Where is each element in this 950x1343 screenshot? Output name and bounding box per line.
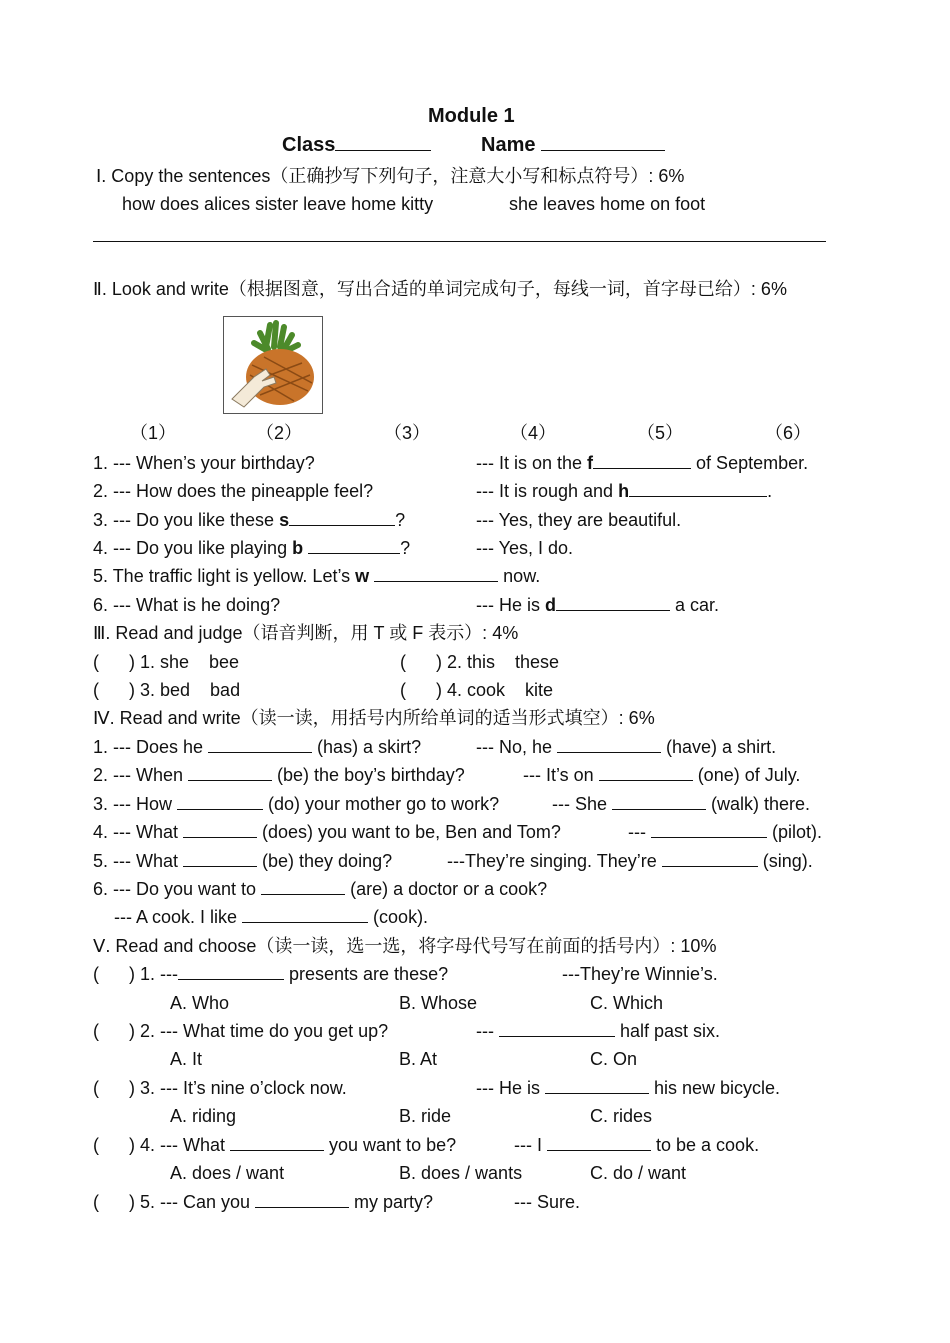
rw-q5-answer-suffix: (sing). bbox=[757, 851, 813, 871]
lw-q6-initial: d bbox=[545, 595, 556, 615]
picture-label-1: （1） bbox=[130, 423, 177, 443]
rw-q4-blank[interactable] bbox=[183, 821, 257, 838]
lw-q1-prefix: --- It is on the bbox=[476, 453, 588, 473]
lw-q6-answer bbox=[476, 594, 719, 616]
rw-q2-answer-blank[interactable] bbox=[599, 764, 693, 781]
mc-q4-blank[interactable] bbox=[230, 1134, 324, 1151]
mc-q1-prefix: ( ) 1. --- bbox=[93, 964, 178, 984]
mc-q5-suffix: my party? bbox=[349, 1192, 434, 1212]
rw-q6-answer bbox=[114, 906, 428, 928]
lw-q4-answer: --- Yes, I do. bbox=[476, 538, 574, 558]
rw-q2-answer bbox=[523, 764, 800, 786]
lw-q4-question bbox=[93, 537, 410, 559]
mc-q3-answer bbox=[476, 1077, 780, 1099]
lw-q3-question bbox=[93, 509, 405, 531]
judge-item-4[interactable]: ( ) 4. cook kite bbox=[400, 680, 554, 700]
lw-q3-prefix: 3. --- Do you like these bbox=[93, 510, 280, 530]
mc-q5-answer: --- Sure. bbox=[514, 1192, 581, 1212]
mc-q3-option-c[interactable]: C. rides bbox=[590, 1106, 653, 1126]
lw-q2-answer bbox=[476, 480, 772, 502]
lw-q3-suffix: ? bbox=[395, 510, 406, 530]
mc-q3-prefix: --- He is bbox=[476, 1078, 545, 1098]
lw-q5-initial: w bbox=[355, 566, 370, 586]
mc-q1-blank[interactable] bbox=[178, 963, 284, 980]
mc-q3-question: ( ) 3. --- It’s nine o’clock now. bbox=[93, 1078, 347, 1098]
mc-q2-option-b[interactable]: B. At bbox=[399, 1049, 438, 1069]
lw-q5-prefix: 5. The traffic light is yellow. Let’s bbox=[93, 566, 356, 586]
lw-q2-prefix: --- It is rough and bbox=[476, 481, 619, 501]
rw-q1-suffix: (has) a skirt? bbox=[312, 737, 422, 757]
lw-q2-question: 2. --- How does the pineapple feel? bbox=[93, 481, 374, 501]
rw-q5-answer bbox=[447, 850, 813, 872]
rw-q3-answer-suffix: (walk) there. bbox=[706, 794, 811, 814]
mc-q1-option-c[interactable]: C. Which bbox=[590, 993, 664, 1013]
mc-q2-blank[interactable] bbox=[499, 1020, 615, 1037]
rw-q4-answer-prefix: --- bbox=[628, 822, 651, 842]
mc-q4-option-a[interactable]: A. does / want bbox=[170, 1163, 285, 1183]
mc-q4-option-b[interactable]: B. does / wants bbox=[399, 1163, 523, 1183]
lw-q6-prefix: --- He is bbox=[476, 595, 545, 615]
section-4-heading: Ⅳ. Read and write（读一读，用括号内所给单词的适当形式填空）: 6% bbox=[93, 708, 655, 728]
class-field bbox=[282, 134, 431, 156]
lw-q3-blank[interactable] bbox=[289, 509, 395, 526]
rw-q5-blank[interactable] bbox=[183, 850, 257, 867]
rw-q4-answer-suffix: (pilot). bbox=[766, 822, 822, 842]
mc-q5-blank[interactable] bbox=[255, 1191, 349, 1208]
lw-q2-suffix: . bbox=[767, 481, 773, 501]
rw-q2-prefix: 2. --- When bbox=[93, 765, 189, 785]
mc-q3-blank[interactable] bbox=[545, 1077, 649, 1094]
judge-item-1[interactable]: ( ) 1. she bee bbox=[93, 652, 240, 672]
rw-q1-answer-prefix: --- No, he bbox=[476, 737, 558, 757]
rw-q6-question bbox=[93, 878, 547, 900]
rw-q5-suffix: (be) they doing? bbox=[257, 851, 393, 871]
rw-q6-answer-blank[interactable] bbox=[242, 906, 368, 923]
mc-q3-option-b[interactable]: B. ride bbox=[399, 1106, 452, 1126]
name-field bbox=[481, 134, 665, 156]
mc-q1-option-b[interactable]: B. Whose bbox=[399, 993, 478, 1013]
rw-q6-suffix: (are) a doctor or a cook? bbox=[345, 879, 548, 899]
rw-q2-answer-prefix: --- It’s on bbox=[523, 765, 599, 785]
lw-q6-question: 6. --- What is he doing? bbox=[93, 595, 281, 615]
rw-q3-prefix: 3. --- How bbox=[93, 794, 178, 814]
rw-q1-blank[interactable] bbox=[208, 736, 312, 753]
mc-q1-answer: ---They’re Winnie’s. bbox=[562, 964, 718, 984]
rw-q3-blank[interactable] bbox=[177, 793, 263, 810]
mc-q4-option-c[interactable]: C. do / want bbox=[590, 1163, 687, 1183]
rw-q4-prefix: 4. --- What bbox=[93, 822, 184, 842]
lw-q4-initial: b bbox=[292, 538, 304, 558]
section-2-heading: Ⅱ. Look and write（根据图意，写出合适的单词完成句子，每线一词，首字母已给）: 6% bbox=[93, 279, 787, 299]
mc-q2-answer bbox=[476, 1020, 720, 1042]
mc-q4-answer-prefix: --- I bbox=[514, 1135, 547, 1155]
section-5-heading: Ⅴ. Read and choose（读一读，选一选，将字母代号写在前面的括号内）: 10% bbox=[93, 936, 717, 956]
picture-label-6: （6） bbox=[765, 423, 812, 443]
rw-q4-question bbox=[93, 821, 561, 843]
picture-label-4: （4） bbox=[510, 423, 557, 443]
rw-q2-answer-suffix: (one) of July. bbox=[692, 765, 801, 785]
rw-q1-prefix: 1. --- Does he bbox=[93, 737, 209, 757]
rw-q2-blank[interactable] bbox=[188, 764, 272, 781]
rw-q3-question bbox=[93, 793, 499, 815]
page-title: Module 1 bbox=[428, 105, 515, 127]
lw-q1-initial: f bbox=[587, 453, 594, 473]
lw-q5 bbox=[93, 565, 540, 587]
pineapple-icon bbox=[224, 317, 322, 413]
mc-q2-suffix: half past six. bbox=[614, 1021, 721, 1041]
copy-sentence-a: how does alices sister leave home kitty bbox=[122, 194, 434, 214]
mc-q4-suffix: you want to be? bbox=[324, 1135, 457, 1155]
rw-q5-prefix: 5. --- What bbox=[93, 851, 184, 871]
rw-q5-question bbox=[93, 850, 392, 872]
rw-q2-question bbox=[93, 764, 465, 786]
section-1-heading: Ⅰ. Copy the sentences（正确抄写下列句子，注意大小写和标点符号）: 6% bbox=[96, 166, 685, 186]
rw-q3-answer bbox=[552, 793, 810, 815]
lw-q5-suffix: now. bbox=[498, 566, 541, 586]
mc-q1-question bbox=[93, 963, 448, 985]
lw-q1-question: 1. --- When’s your birthday? bbox=[93, 453, 315, 473]
lw-q6-blank[interactable] bbox=[556, 594, 670, 611]
mc-q2-question: ( ) 2. --- What time do you get up? bbox=[93, 1021, 389, 1041]
rw-q6-prefix: 6. --- Do you want to bbox=[93, 879, 262, 899]
mc-q1-suffix: presents are these? bbox=[284, 964, 449, 984]
rw-q4-suffix: (does) you want to be, Ben and Tom? bbox=[257, 822, 561, 842]
mc-q3-option-a[interactable]: A. riding bbox=[170, 1106, 237, 1126]
picture-label-2: （2） bbox=[256, 423, 303, 443]
mc-q4-prefix: ( ) 4. --- What bbox=[93, 1135, 231, 1155]
rw-q3-suffix: (do) your mother go to work? bbox=[263, 794, 500, 814]
rw-q1-answer bbox=[476, 736, 776, 758]
lw-q1-answer bbox=[476, 452, 808, 474]
copy-answer-line[interactable] bbox=[93, 241, 826, 242]
mc-q1-option-a[interactable]: A. Who bbox=[170, 993, 230, 1013]
mc-q5-question bbox=[93, 1191, 433, 1213]
judge-item-2[interactable]: ( ) 2. this these bbox=[400, 652, 560, 672]
lw-q6-suffix: a car. bbox=[670, 595, 720, 615]
mc-q4-answer bbox=[514, 1134, 759, 1156]
rw-q1-question bbox=[93, 736, 421, 758]
section-3-heading: Ⅲ. Read and judge（语音判断，用 T 或 F 表示）: 4% bbox=[93, 623, 519, 643]
mc-q4-answer-blank[interactable] bbox=[547, 1134, 651, 1151]
class-blank[interactable] bbox=[335, 134, 431, 151]
pineapple-hand-picture bbox=[223, 316, 323, 414]
lw-q4-suffix: ? bbox=[400, 538, 411, 558]
mc-q4-question bbox=[93, 1134, 456, 1156]
lw-q1-blank[interactable] bbox=[593, 452, 691, 469]
lw-q4-blank[interactable] bbox=[308, 537, 400, 554]
rw-q5-answer-prefix: ---They’re singing. They’re bbox=[447, 851, 662, 871]
picture-label-5: （5） bbox=[637, 423, 684, 443]
mc-q4-answer-suffix: to be a cook. bbox=[651, 1135, 760, 1155]
mc-q2-option-c[interactable]: C. On bbox=[590, 1049, 638, 1069]
lw-q2-initial: h bbox=[618, 481, 630, 501]
mc-q3-suffix: his new bicycle. bbox=[649, 1078, 781, 1098]
rw-q2-suffix: (be) the boy’s birthday? bbox=[272, 765, 465, 785]
class-label: Class bbox=[282, 134, 336, 156]
rw-q5-answer-blank[interactable] bbox=[662, 850, 758, 867]
rw-q6-blank[interactable] bbox=[261, 878, 345, 895]
rw-q1-answer-suffix: (have) a shirt. bbox=[661, 737, 777, 757]
rw-q6-answer-suffix: (cook). bbox=[368, 907, 429, 927]
mc-q2-option-a[interactable]: A. It bbox=[170, 1049, 203, 1069]
lw-q3-initial: s bbox=[279, 510, 290, 530]
rw-q1-answer-blank[interactable] bbox=[557, 736, 661, 753]
lw-q4-prefix: 4. --- Do you like playing bbox=[93, 538, 293, 558]
lw-q1-suffix: of September. bbox=[691, 453, 809, 473]
rw-q4-answer bbox=[628, 821, 822, 843]
mc-q2-prefix: --- bbox=[476, 1021, 499, 1041]
lw-q3-answer: --- Yes, they are beautiful. bbox=[476, 510, 682, 530]
judge-item-3[interactable]: ( ) 3. bed bad bbox=[93, 680, 241, 700]
mc-q5-prefix: ( ) 5. --- Can you bbox=[93, 1192, 256, 1212]
rw-q6-answer-prefix: --- A cook. I like bbox=[114, 907, 243, 927]
rw-q4-answer-blank[interactable] bbox=[651, 821, 767, 838]
lw-q5-blank[interactable] bbox=[374, 565, 498, 582]
name-label: Name bbox=[481, 134, 536, 156]
name-blank[interactable] bbox=[541, 134, 665, 151]
rw-q3-answer-prefix: --- She bbox=[552, 794, 613, 814]
lw-q2-blank[interactable] bbox=[629, 480, 767, 497]
copy-sentence-b: she leaves home on foot bbox=[509, 194, 706, 214]
picture-label-3: （3） bbox=[384, 423, 431, 443]
rw-q3-answer-blank[interactable] bbox=[612, 793, 706, 810]
